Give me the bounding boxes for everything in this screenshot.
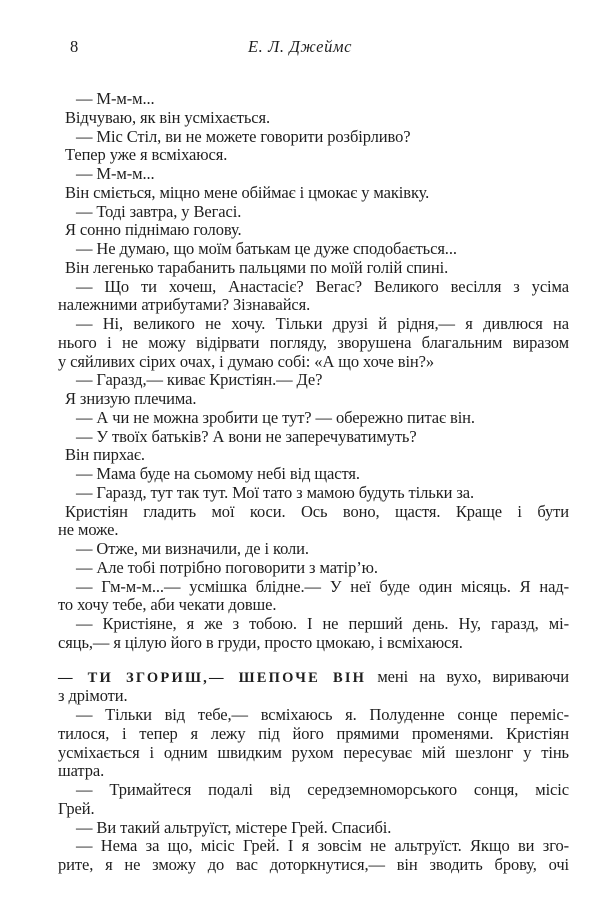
text-line: — Гаразд,— киває Кристіян.— Де?: [76, 370, 323, 390]
text-line: Він пирхає.: [65, 445, 145, 465]
plain-text: мені на вухо, вириваючи: [366, 666, 569, 686]
text-line: Він сміється, міцно мене обіймає і цмокає у маківку.: [65, 182, 430, 202]
running-header: Е. Л. Джеймс: [247, 37, 352, 56]
text-line: — Отже, ми визначили, де і коли.: [76, 539, 309, 558]
text-line: — Гаразд, тут так тут. Мої тато з мамою будуть тільки за.: [76, 482, 475, 502]
page-header: [0, 36, 600, 58]
text-line: не може.: [58, 520, 119, 540]
text-line: тилося, і тепер я лежу під його прямими променями. Кристіян: [58, 723, 569, 743]
text-line: — М-м-м...: [76, 164, 155, 183]
text-line: Він легенько тарабанить пальцями по моїй голій спині.: [65, 257, 449, 277]
text-line: — М-м-м...: [76, 89, 155, 108]
text-line: сяць,— я цілую його в груди, просто цмокаю, і всміхаюся.: [58, 632, 463, 652]
text-line: усміхається і одним швидким рухом пересуває мій шезлонг у тінь: [58, 742, 569, 762]
text-line: — Тримайтеся подалі від середземноморського сонця, місіс: [76, 780, 569, 799]
text-line: — Не думаю, що моїм батькам це дуже сподобається...: [76, 239, 457, 258]
text-line: — А чи не можна зробити це тут? — обережно питає він.: [76, 407, 475, 427]
text-line: Кристіян гладить мої коси. Ось воно, щастя. Краще і бути: [65, 501, 569, 521]
text-line: шатра.: [58, 761, 105, 781]
emphasis-text: — ТИ ЗГОРИШ,— ШЕПОЧЕ ВІН: [58, 669, 367, 686]
text-line: — Тільки від тебе,— всміхаюсь я. Полуденне сонце переміс-: [76, 705, 569, 724]
text-line: Тепер уже я всміхаюся.: [65, 145, 228, 165]
text-line: — Що ти хочеш, Анастасіє? Вегас? Великого весілля з усіма: [76, 276, 569, 296]
text-line: рите, я не зможу до вас доторкнутися,— він зводить брову, очі: [58, 855, 569, 874]
text-line: у сяйливих сірих очах, і думаю собі: «А що хоче він?»: [58, 351, 435, 371]
text-line: — Ви такий альтруїст, містере Грей. Спасибі.: [76, 817, 392, 837]
text-line: нього і не можу відірвати погляду, зворушена благальним виразом: [58, 332, 569, 352]
text-line: — У твоїх батьків? А вони не заперечуватимуть?: [76, 426, 417, 446]
text-line: то хочу тебе, аби чекати довше.: [58, 595, 277, 615]
text-line: належними атрибутами? Зізнавайся.: [58, 295, 311, 315]
text-line: Відчуваю, як він усміхається.: [65, 107, 270, 127]
text-line: — Гм-м-м...— усмішка блідне.— У неї буде один місяць. Я над-: [76, 576, 569, 596]
text-block: [58, 90, 569, 875]
text-line: — Міс Стіл, ви не можете говорити розбірливо?: [76, 126, 411, 146]
text-line: — Кристіяне, я же з тобою. І не перший день. Ну, гаразд, мі-: [76, 614, 569, 633]
text-line-section-opening: [58, 668, 569, 688]
text-line: — Ні, великого не хочу. Тільки друзі й рідня,— я дивлюся на: [76, 314, 569, 333]
text-line: Я знизую плечима.: [65, 389, 197, 408]
page-number: 8: [70, 37, 79, 56]
text-line: з дрімоти.: [58, 686, 128, 706]
text-line: Я сонно піднімаю голову.: [65, 220, 242, 240]
text-line: Грей.: [58, 798, 95, 818]
text-line: — Мама буде на сьомому небі від щастя.: [76, 464, 360, 483]
text-line: — Тоді завтра, у Вегасі.: [76, 201, 242, 221]
text-line: — Нема за що, місіс Грей. І я зовсім не альтруїст. Якщо ви зго-: [76, 836, 569, 856]
text-line: — Але тобі потрібно поговорити з матір’ю.: [76, 557, 378, 577]
